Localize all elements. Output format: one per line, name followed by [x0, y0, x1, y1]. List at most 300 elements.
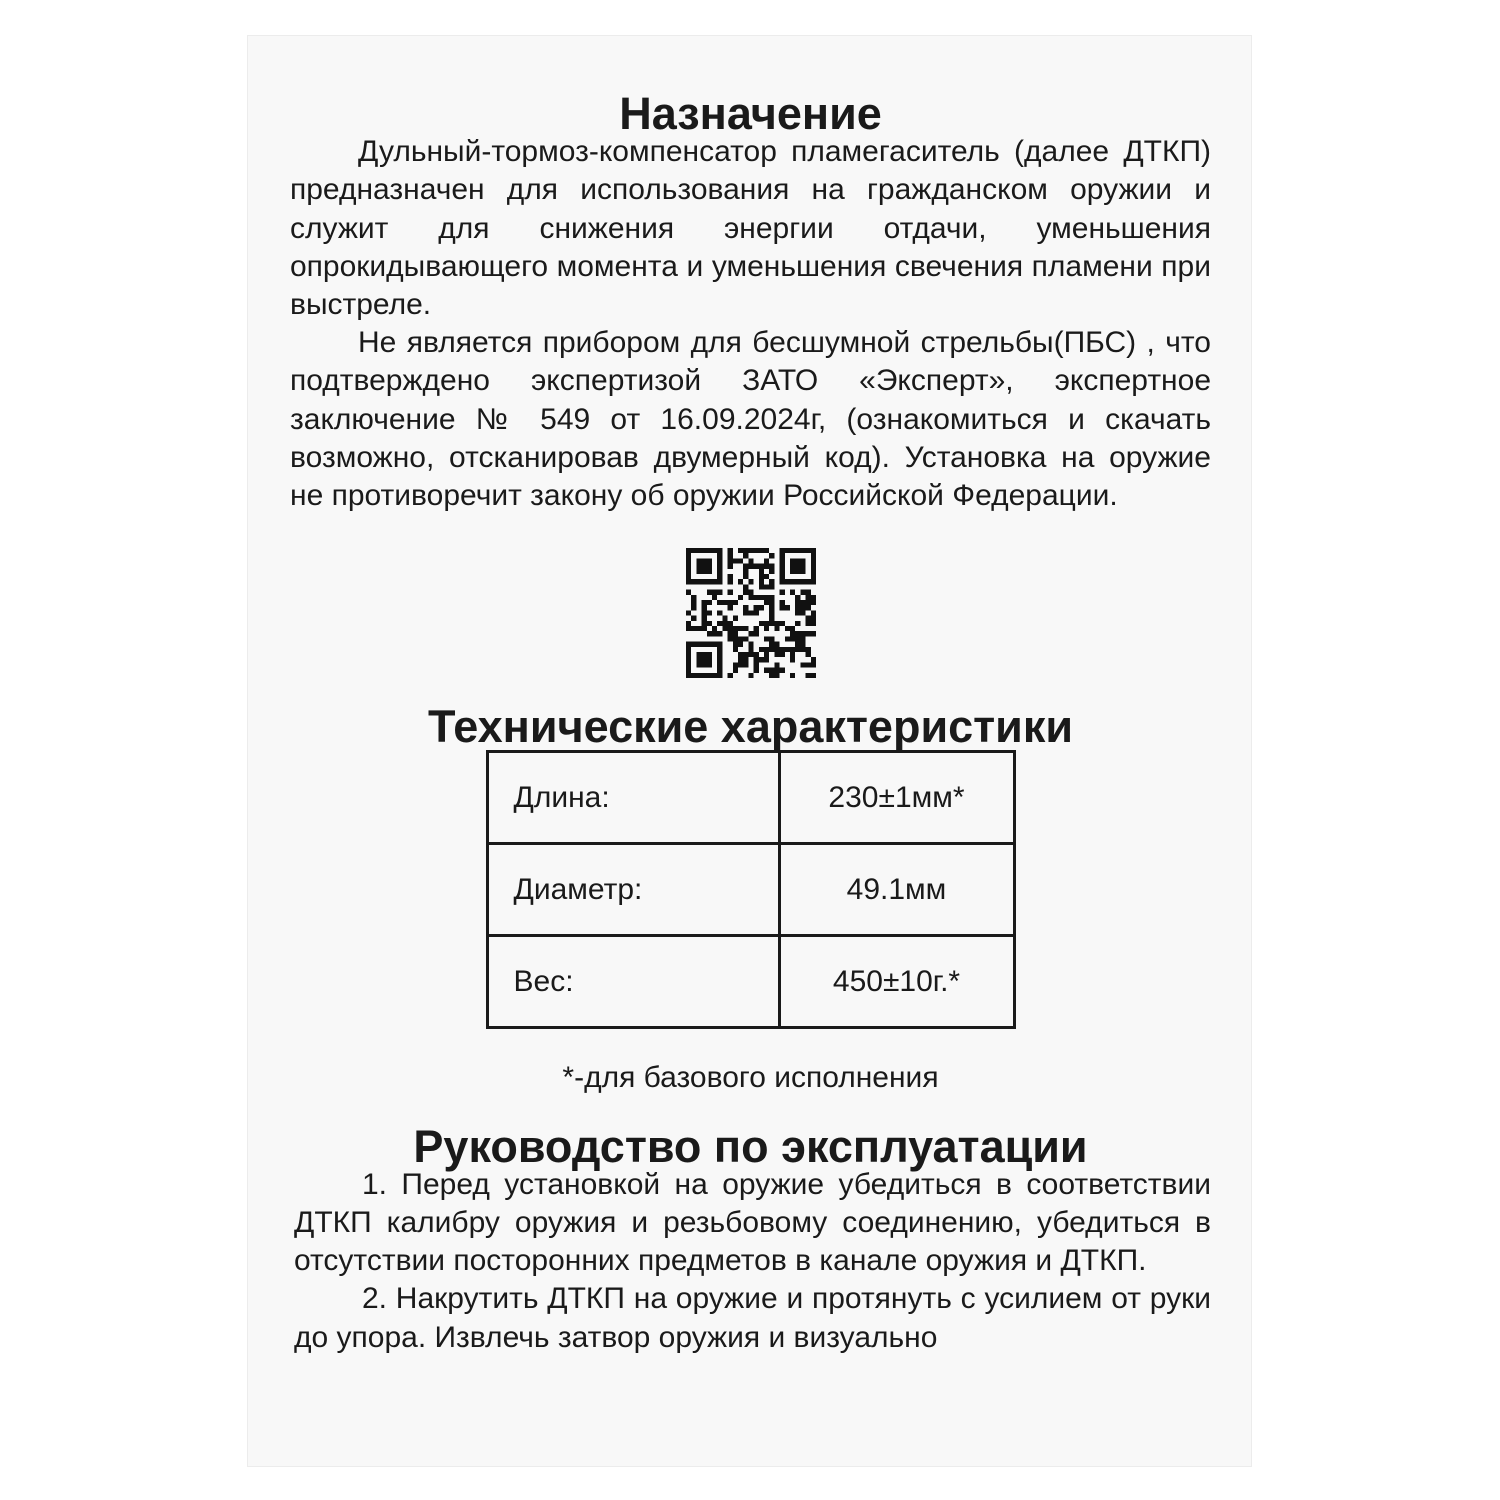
qr-module: [701, 579, 706, 584]
qr-module: [795, 605, 800, 610]
qr-module: [779, 564, 784, 569]
spec-value: 49.1мм: [779, 844, 1014, 936]
qr-module: [732, 668, 737, 673]
qr-module: [706, 548, 711, 553]
qr-module: [774, 652, 779, 657]
qr-module: [800, 569, 805, 574]
qr-module: [769, 642, 774, 647]
qr-module: [706, 631, 711, 636]
qr-module: [769, 553, 774, 558]
qr-module: [717, 600, 722, 605]
qr-module: [753, 611, 758, 616]
qr-module: [758, 548, 763, 553]
qr-module: [800, 600, 805, 605]
qr-module: [753, 595, 758, 600]
qr-module: [717, 657, 722, 662]
qr-module: [706, 652, 711, 657]
qr-module: [743, 574, 748, 579]
qr-module: [701, 657, 706, 662]
qr-module: [810, 569, 815, 574]
qr-module: [790, 590, 795, 595]
purpose-paragraph-1: Дульный-тормоз-компенсатор пламегаситель (далее ДТКП) предназначен для использования на гражданском оружии и служит для снижения энергии отдачи, уменьшения опрокидывающего момента и уменьшения свечения пламени при выстреле.: [290, 135, 1211, 322]
qr-module: [800, 548, 805, 553]
qr-module: [795, 637, 800, 642]
qr-module: [810, 673, 815, 678]
qr-module: [805, 673, 810, 678]
qr-module: [686, 647, 691, 652]
qr-module: [701, 611, 706, 616]
qr-module: [691, 605, 696, 610]
qr-module: [779, 569, 784, 574]
table-row: [487, 752, 1014, 844]
qr-module: [717, 631, 722, 636]
qr-module: [764, 637, 769, 642]
qr-module: [805, 600, 810, 605]
qr-module: [686, 611, 691, 616]
qr-module: [769, 600, 774, 605]
document-content: [290, 88, 1211, 1357]
qr-module: [706, 579, 711, 584]
qr-module: [743, 611, 748, 616]
qr-module: [701, 564, 706, 569]
qr-module: [727, 564, 732, 569]
qr-module: [701, 616, 706, 621]
qr-module: [732, 600, 737, 605]
qr-module: [769, 673, 774, 678]
qr-module: [810, 553, 815, 558]
qr-module: [722, 616, 727, 621]
qr-module: [691, 548, 696, 553]
qr-module: [779, 579, 784, 584]
qr-module: [795, 595, 800, 600]
qr-module: [769, 595, 774, 600]
qr-module: [784, 647, 789, 652]
specs-heading: Технические характеристики: [427, 701, 1074, 753]
qr-module: [686, 657, 691, 662]
qr-module: [732, 631, 737, 636]
qr-module: [701, 652, 706, 657]
qr-module: [706, 559, 711, 564]
qr-module: [686, 673, 691, 678]
qr-module: [748, 579, 753, 584]
qr-module: [774, 673, 779, 678]
specs-footnote: *-для базового исполнения: [562, 1061, 939, 1095]
qr-module: [712, 673, 717, 678]
qr-module: [717, 621, 722, 626]
qr-module: [706, 621, 711, 626]
qr-module: [779, 548, 784, 553]
qr-module: [686, 553, 691, 558]
qr-module: [691, 642, 696, 647]
qr-module: [686, 626, 691, 631]
qr-module: [701, 663, 706, 668]
qr-module: [810, 595, 815, 600]
qr-module: [769, 616, 774, 621]
qr-module: [758, 569, 763, 574]
qr-module: [743, 553, 748, 558]
qr-module: [706, 600, 711, 605]
qr-module: [727, 548, 732, 553]
qr-module: [753, 605, 758, 610]
qr-module: [743, 657, 748, 662]
manual-heading: Руководство по эксплуатации: [413, 1120, 1088, 1172]
qr-module: [696, 559, 701, 564]
qr-module: [727, 605, 732, 610]
qr-module: [805, 616, 810, 621]
qr-module: [706, 590, 711, 595]
qr-module: [712, 590, 717, 595]
qr-module: [701, 548, 706, 553]
qr-module: [701, 559, 706, 564]
qr-module: [727, 579, 732, 584]
qr-module: [691, 626, 696, 631]
qr-module: [701, 600, 706, 605]
qr-module: [706, 663, 711, 668]
manual-step-1: 1. Перед установкой на оружие убедиться в соответствии ДТКП калибру оружия и резьбовому соединению, убедиться в отсутствии посторонних предметов в канале оружия и ДТКП.: [294, 1167, 1211, 1278]
qr-module: [810, 631, 815, 636]
qr-module: [743, 569, 748, 574]
qr-module: [722, 600, 727, 605]
qr-module: [800, 579, 805, 584]
qr-module: [748, 673, 753, 678]
qr-module: [800, 663, 805, 668]
qr-module: [758, 574, 763, 579]
qr-module: [758, 605, 763, 610]
qr-module: [784, 605, 789, 610]
qr-module: [738, 652, 743, 657]
qr-module: [686, 652, 691, 657]
qr-module: [743, 637, 748, 642]
qr-module: [764, 600, 769, 605]
qr-module: [805, 663, 810, 668]
qr-module: [732, 616, 737, 621]
qr-module: [805, 590, 810, 595]
qr-module: [779, 652, 784, 657]
qr-module: [779, 647, 784, 652]
qr-module: [717, 611, 722, 616]
qr-module: [727, 621, 732, 626]
qr-module: [706, 611, 711, 616]
qr-module: [701, 569, 706, 574]
qr-module: [712, 631, 717, 636]
qr-module: [769, 668, 774, 673]
qr-module: [743, 590, 748, 595]
qr-module: [753, 564, 758, 569]
qr-module: [686, 574, 691, 579]
qr-module: [732, 637, 737, 642]
qr-module: [764, 548, 769, 553]
qr-module: [686, 569, 691, 574]
qr-module: [810, 611, 815, 616]
qr-code-icon: [686, 548, 816, 678]
qr-module: [758, 595, 763, 600]
qr-module: [712, 579, 717, 584]
qr-module: [790, 673, 795, 678]
qr-module: [706, 642, 711, 647]
qr-module: [810, 548, 815, 553]
qr-module: [732, 559, 737, 564]
qr-module: [727, 553, 732, 558]
manual-step-2: 2. Накрутить ДТКП на оружие и протянуть с усилием от руки до упора. Извлечь затвор оружия и визуально: [294, 1282, 1211, 1354]
qr-module: [795, 569, 800, 574]
qr-module: [701, 626, 706, 631]
qr-module: [743, 585, 748, 590]
qr-code-container: [290, 548, 1211, 678]
qr-module: [696, 564, 701, 569]
qr-module: [810, 564, 815, 569]
qr-module: [743, 626, 748, 631]
qr-module: [790, 548, 795, 553]
spec-label: Длина:: [487, 752, 779, 844]
qr-module: [753, 548, 758, 553]
qr-module: [696, 652, 701, 657]
qr-module: [769, 637, 774, 642]
qr-module: [774, 626, 779, 631]
qr-module: [738, 559, 743, 564]
qr-module: [805, 652, 810, 657]
qr-module: [732, 626, 737, 631]
qr-module: [753, 631, 758, 636]
qr-module: [691, 616, 696, 621]
qr-module: [706, 569, 711, 574]
purpose-paragraph-2: Не является прибором для бесшумной стрельбы(ПБС) , что подтверждено экспертизой ЗАТО «Эксперт», экспертное заключение № 549 от 16.09.2024г, (ознакомиться и скачать возможно, отсканировав двумерный код). Установка на оружие не противоречит закону об оружии Российской Федерации.: [290, 326, 1211, 513]
qr-module: [795, 579, 800, 584]
qr-module: [738, 663, 743, 668]
qr-module: [805, 647, 810, 652]
qr-module: [805, 579, 810, 584]
qr-module: [810, 621, 815, 626]
qr-module: [764, 585, 769, 590]
qr-module: [696, 657, 701, 662]
qr-module: [701, 621, 706, 626]
qr-module: [748, 559, 753, 564]
qr-module: [717, 548, 722, 553]
qr-module: [779, 605, 784, 610]
qr-module: [712, 626, 717, 631]
qr-module: [717, 663, 722, 668]
qr-module: [753, 663, 758, 668]
qr-module: [810, 600, 815, 605]
qr-module: [701, 642, 706, 647]
qr-module: [790, 631, 795, 636]
qr-module: [795, 559, 800, 564]
qr-module: [717, 652, 722, 657]
qr-module: [805, 621, 810, 626]
qr-module: [800, 647, 805, 652]
qr-module: [738, 579, 743, 584]
qr-module: [769, 564, 774, 569]
qr-module: [712, 595, 717, 600]
qr-module: [701, 605, 706, 610]
qr-module: [748, 647, 753, 652]
qr-module: [758, 647, 763, 652]
qr-module: [779, 559, 784, 564]
qr-module: [696, 548, 701, 553]
qr-module: [691, 600, 696, 605]
qr-module: [712, 548, 717, 553]
qr-module: [717, 559, 722, 564]
qr-module: [696, 663, 701, 668]
qr-module: [790, 559, 795, 564]
spec-value: 450±10г.*: [779, 936, 1014, 1028]
qr-module: [722, 621, 727, 626]
qr-module: [738, 595, 743, 600]
qr-module: [769, 579, 774, 584]
qr-module: [717, 590, 722, 595]
qr-module: [795, 621, 800, 626]
qr-module: [727, 600, 732, 605]
qr-module: [764, 564, 769, 569]
qr-module: [727, 590, 732, 595]
qr-module: [769, 611, 774, 616]
qr-module: [795, 642, 800, 647]
qr-module: [784, 637, 789, 642]
qr-module: [696, 642, 701, 647]
qr-module: [758, 621, 763, 626]
qr-module: [795, 611, 800, 616]
qr-module: [732, 663, 737, 668]
qr-module: [738, 548, 743, 553]
table-row: [487, 936, 1014, 1028]
qr-module: [732, 642, 737, 647]
qr-module: [764, 626, 769, 631]
qr-module: [790, 647, 795, 652]
qr-module: [790, 657, 795, 662]
qr-module: [722, 626, 727, 631]
qr-module: [717, 574, 722, 579]
qr-module: [686, 642, 691, 647]
qr-module: [717, 668, 722, 673]
qr-module: [706, 657, 711, 662]
qr-module: [696, 673, 701, 678]
qr-module: [732, 647, 737, 652]
qr-module: [701, 673, 706, 678]
qr-module: [738, 642, 743, 647]
qr-module: [779, 668, 784, 673]
qr-module: [764, 559, 769, 564]
qr-module: [774, 668, 779, 673]
qr-module: [784, 626, 789, 631]
qr-module: [810, 559, 815, 564]
qr-module: [795, 631, 800, 636]
qr-module: [779, 574, 784, 579]
qr-module: [764, 657, 769, 662]
purpose-heading: Назначение: [619, 88, 882, 139]
qr-module: [727, 673, 732, 678]
qr-module: [805, 548, 810, 553]
qr-module: [800, 564, 805, 569]
qr-module: [774, 621, 779, 626]
qr-module: [743, 605, 748, 610]
qr-module: [717, 579, 722, 584]
qr-module: [686, 668, 691, 673]
qr-module: [810, 663, 815, 668]
specs-table: [486, 750, 1016, 1029]
qr-module: [738, 626, 743, 631]
qr-module: [795, 600, 800, 605]
qr-module: [748, 595, 753, 600]
qr-module: [743, 652, 748, 657]
qr-module: [764, 595, 769, 600]
qr-module: [800, 559, 805, 564]
qr-module: [810, 574, 815, 579]
qr-module: [769, 585, 774, 590]
qr-module: [779, 590, 784, 595]
qr-module: [743, 663, 748, 668]
qr-module: [686, 663, 691, 668]
qr-module: [784, 548, 789, 553]
qr-module: [774, 647, 779, 652]
qr-module: [748, 611, 753, 616]
qr-module: [800, 631, 805, 636]
qr-module: [748, 631, 753, 636]
qr-module: [800, 611, 805, 616]
qr-module: [764, 668, 769, 673]
qr-module: [748, 652, 753, 657]
qr-module: [764, 574, 769, 579]
qr-module: [717, 642, 722, 647]
spec-value: 230±1мм*: [779, 752, 1014, 844]
qr-module: [758, 579, 763, 584]
table-row: [487, 844, 1014, 936]
qr-module: [727, 637, 732, 642]
qr-module: [800, 637, 805, 642]
qr-module: [686, 548, 691, 553]
qr-module: [717, 553, 722, 558]
qr-module: [779, 553, 784, 558]
qr-module: [764, 621, 769, 626]
qr-module: [810, 657, 815, 662]
qr-module: [748, 590, 753, 595]
qr-module: [790, 637, 795, 642]
qr-module: [727, 631, 732, 636]
qr-module: [696, 579, 701, 584]
qr-module: [774, 642, 779, 647]
qr-module: [758, 585, 763, 590]
qr-module: [743, 548, 748, 553]
qr-module: [774, 663, 779, 668]
qr-module: [738, 637, 743, 642]
qr-module: [758, 564, 763, 569]
qr-module: [686, 579, 691, 584]
qr-module: [769, 605, 774, 610]
qr-module: [686, 564, 691, 569]
qr-module: [706, 673, 711, 678]
qr-module: [779, 621, 784, 626]
qr-module: [805, 631, 810, 636]
qr-module: [790, 564, 795, 569]
qr-module: [696, 569, 701, 574]
qr-module: [727, 626, 732, 631]
qr-module: [727, 574, 732, 579]
qr-module: [769, 647, 774, 652]
qr-module: [717, 647, 722, 652]
qr-module: [686, 590, 691, 595]
qr-module: [800, 642, 805, 647]
qr-module: [748, 564, 753, 569]
qr-module: [717, 569, 722, 574]
qr-module: [691, 579, 696, 584]
qr-module: [805, 595, 810, 600]
qr-module: [790, 652, 795, 657]
qr-module: [743, 564, 748, 569]
qr-module: [810, 579, 815, 584]
qr-module: [706, 564, 711, 569]
qr-module: [779, 600, 784, 605]
qr-module: [686, 559, 691, 564]
qr-module: [727, 559, 732, 564]
qr-module: [753, 626, 758, 631]
